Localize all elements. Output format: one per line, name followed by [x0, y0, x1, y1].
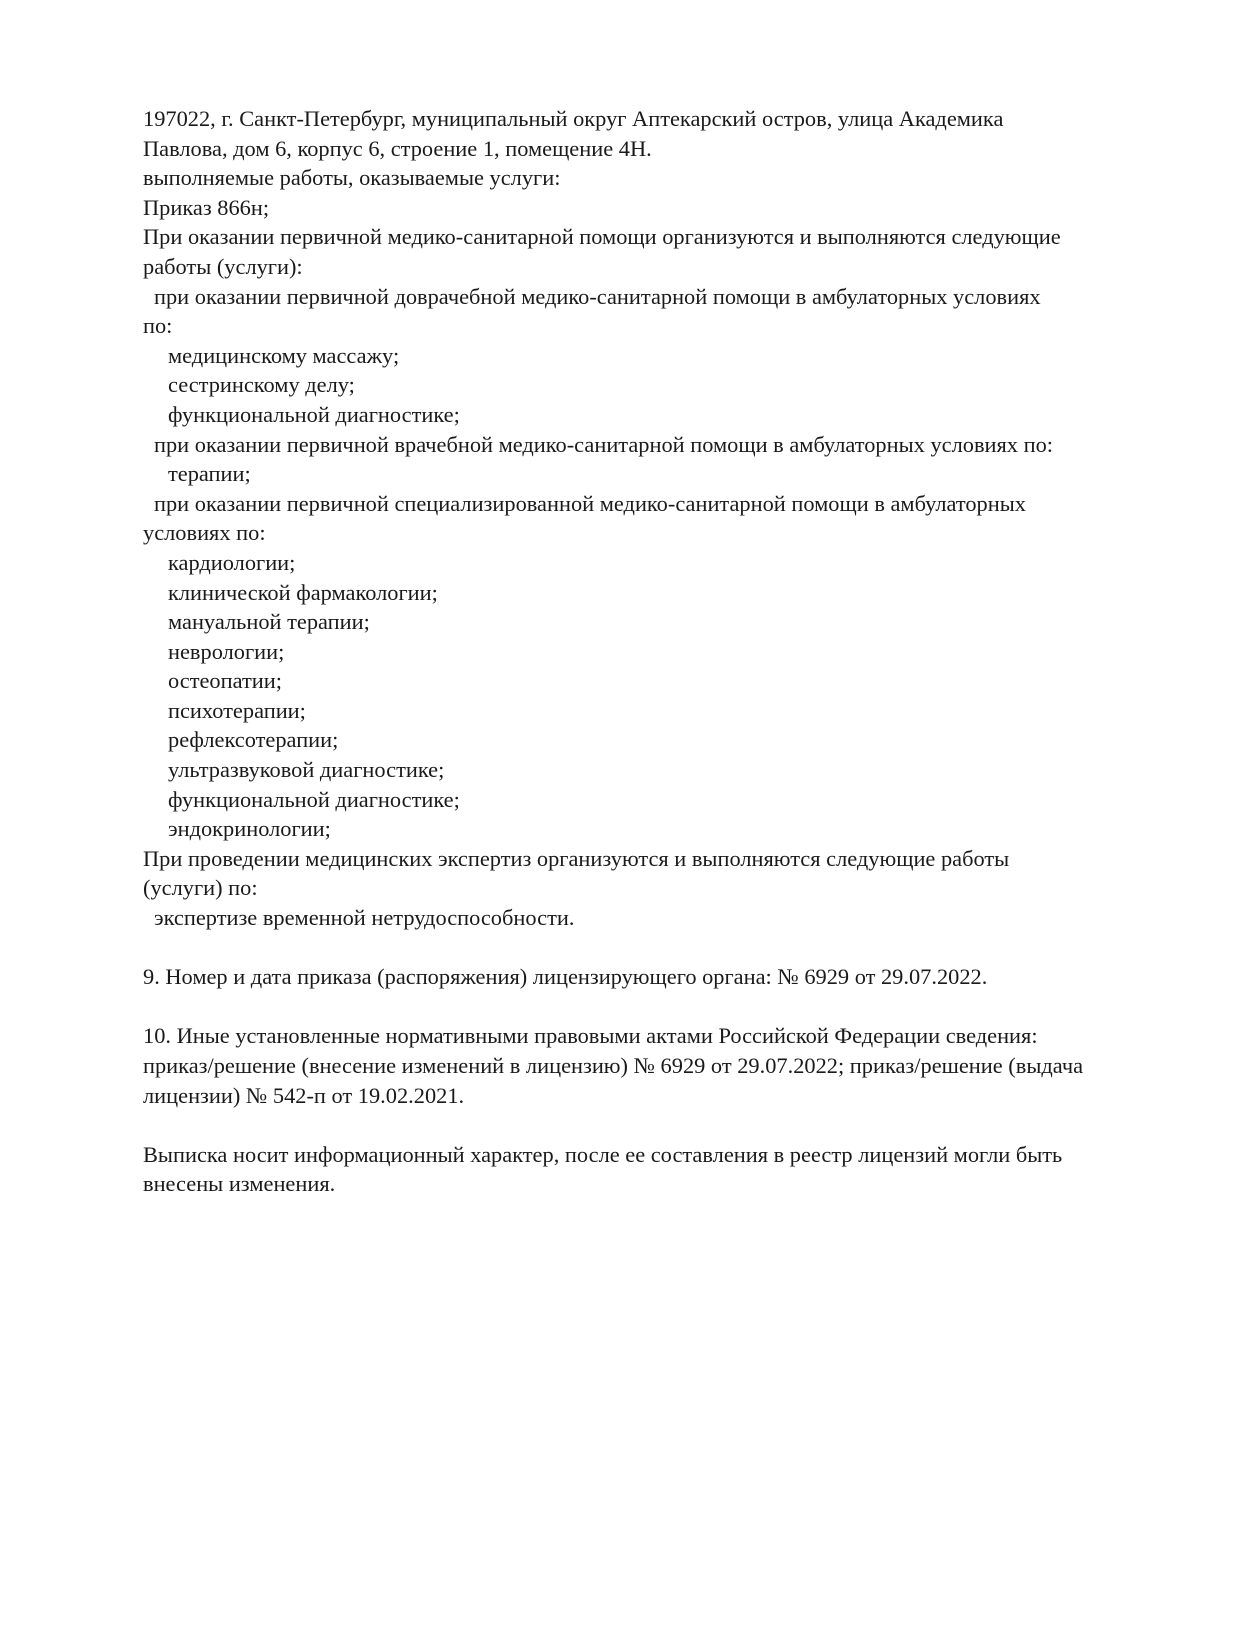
- spec-list: [143, 548, 1163, 844]
- prevrach-list: [143, 341, 1163, 430]
- vrach-list: [143, 459, 1163, 489]
- expertise-intro-line: При проведении медицинских экспертиз организуются и выполняются следующие работы: [143, 845, 1010, 871]
- list-item: кардиологии;: [168, 549, 296, 575]
- document-body: [143, 104, 1163, 1199]
- footer-note: [143, 1140, 1163, 1199]
- address-line: Павлова, дом 6, корпус 6, строение 1, помещение 4Н.: [143, 135, 652, 161]
- prevrach-intro-line: при оказании первичной доврачебной медико-санитарной помощи в амбулаторных условиях: [154, 283, 1041, 309]
- footer-note-line: Выписка носит информационный характер, после ее составления в реестр лицензий могли быть: [143, 1141, 1063, 1167]
- section-10-line: приказ/решение (внесение изменений в лицензию) № 6929 от 29.07.2022; приказ/решение (выдача: [143, 1053, 1084, 1078]
- list-item: мануальной терапии;: [168, 609, 370, 635]
- section-9: 9. Номер и дата приказа (распоряжения) лицензирующего органа: № 6929 от 29.07.2022.: [143, 964, 988, 990]
- prevrach-intro-line: по:: [143, 313, 173, 339]
- spec-intro-line: условиях по:: [143, 520, 266, 546]
- list-item: функциональной диагностике;: [168, 786, 460, 812]
- primary-care-intro: [143, 222, 1163, 281]
- section-10-line: лицензии) № 542-п от 19.02.2021.: [143, 1082, 465, 1108]
- paragraph-spacer: [143, 992, 1163, 1022]
- expertise-intro-line: (услуги) по:: [143, 875, 258, 901]
- spec-intro-line: при оказании первичной специализированной медико-санитарной помощи в амбулаторных: [154, 490, 1026, 516]
- section-10: [143, 1021, 1163, 1110]
- section-10-line: 10. Иные установленные нормативными правовыми актами Российской Федерации сведения:: [143, 1023, 1038, 1049]
- paragraph-spacer: [143, 1110, 1163, 1140]
- list-item: функциональной диагностике;: [168, 401, 460, 427]
- list-item: клинической фармакологии;: [168, 579, 438, 605]
- footer-note-line: внесены изменения.: [143, 1171, 336, 1197]
- prevrach-intro: [143, 282, 1163, 341]
- primary-care-intro-line: При оказании первичной медико-санитарной помощи организуются и выполняются следующие: [143, 224, 1061, 250]
- address-line: 197022, г. Санкт-Петербург, муниципальный округ Аптекарский остров, улица Академика: [143, 106, 1004, 131]
- list-item: экспертизе временной нетрудоспособности.: [154, 905, 575, 931]
- spec-intro: [143, 489, 1163, 548]
- expertise-list: [143, 903, 1163, 933]
- works-heading: выполняемые работы, оказываемые услуги:: [143, 165, 561, 191]
- address-block: [143, 104, 1163, 163]
- list-item: рефлексотерапии;: [168, 727, 339, 753]
- list-item: неврологии;: [168, 638, 285, 664]
- primary-care-intro-line: работы (услуги):: [143, 253, 303, 279]
- list-item: психотерапии;: [168, 697, 306, 723]
- order-reference: Приказ 866н;: [143, 194, 270, 220]
- list-item: ультразвуковой диагностике;: [168, 757, 445, 783]
- paragraph-spacer: [143, 933, 1163, 963]
- list-item: эндокринологии;: [168, 816, 331, 842]
- vrach-intro: при оказании первичной врачебной медико-санитарной помощи в амбулаторных условиях по:: [154, 431, 1053, 457]
- list-item: остеопатии;: [168, 668, 282, 694]
- list-item: медицинскому массажу;: [168, 342, 400, 368]
- expertise-intro: [143, 844, 1163, 903]
- list-item: терапии;: [168, 461, 251, 487]
- list-item: сестринскому делу;: [168, 372, 355, 398]
